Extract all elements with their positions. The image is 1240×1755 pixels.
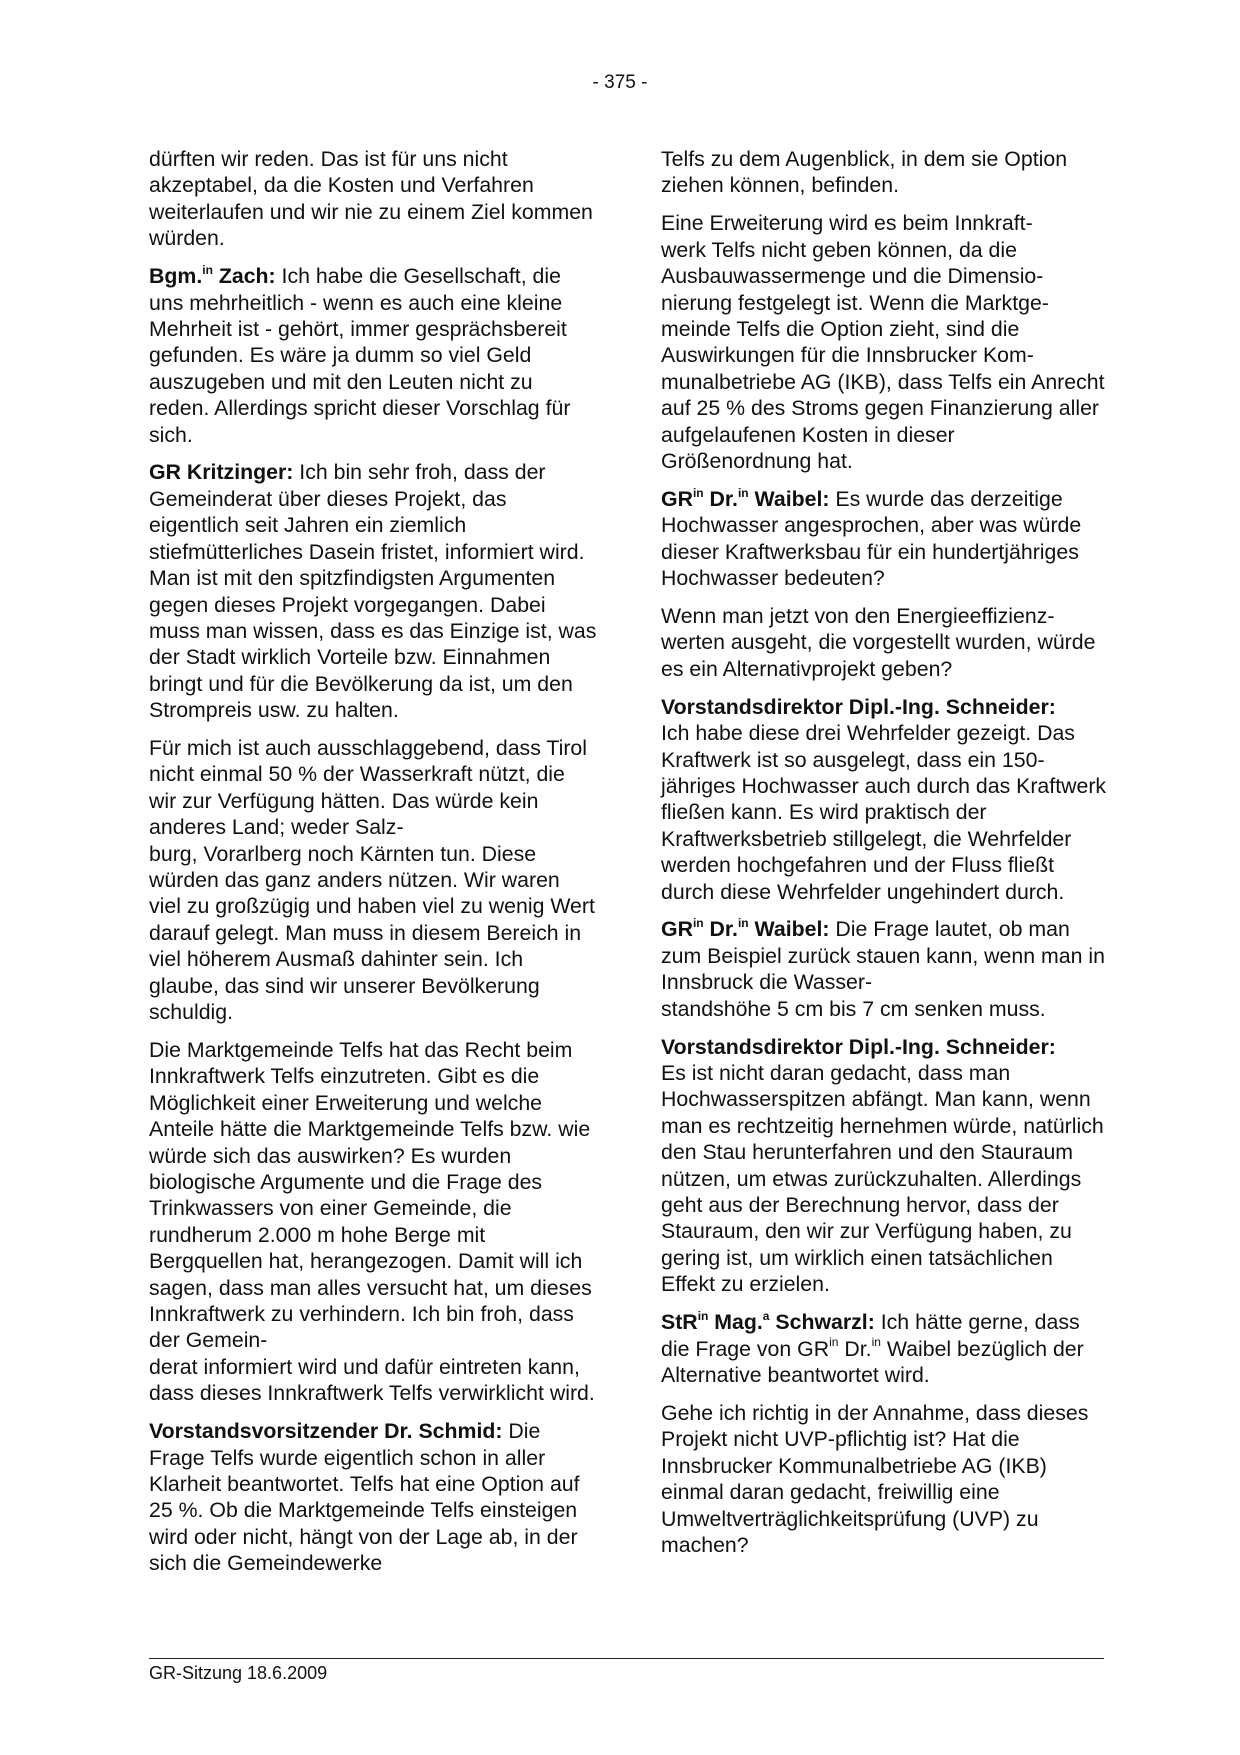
paragraph-text: Gehe ich richtig in der Annahme, dass dieses Projekt nicht UVP-pflichtig ist? Hat die Innsbrucker Kommunalbetriebe AG (IKB) einmal daran gedacht, freiwillig eine Umweltverträglichkeitsprüfung (UVP) zu machen?	[661, 1400, 1089, 1557]
speaker-name: Vorstandsdirektor Dipl.-Ing. Schneider:	[661, 1034, 1056, 1059]
paragraph	[661, 603, 1109, 682]
paragraph-text: Ich habe diese drei Wehrfelder gezeigt. Das Kraftwerk ist so ausgelegt, dass ein 150-jähriges Hochwasser auch durch das Kraftwerk fließen kann. Es wird praktisch der Kraftwerksbetrieb stillgelegt, die Wehrfelder werden hochgefahren und der Fluss fließt durch diese Wehrfelder ungehindert durch.	[661, 721, 1107, 904]
speaker-name: $GR^{in}$ Dr.$^{in}$ Waibel:	[661, 916, 830, 942]
speaker-name: StR$^{in}$ Mag.$^a$ Schwarzl:	[661, 1309, 875, 1335]
paragraph-text: dürften wir reden. Das ist für uns nicht akzeptabel, da die Kosten und Verfahren weiterlaufen und wir nie zu einem Ziel kommen würden.	[149, 147, 593, 251]
paragraph	[661, 916, 1109, 1022]
speaker-name: GR Kritzinger:	[149, 460, 294, 485]
paragraph	[149, 263, 597, 448]
paragraph	[149, 1418, 597, 1576]
paragraph	[661, 1309, 1109, 1388]
paragraph	[661, 486, 1109, 592]
page-number: - 375 -	[592, 72, 648, 93]
paragraph-text: Telfs zu dem Augenblick, in dem sie Option ziehen können, befinden.	[661, 147, 1068, 198]
paragraph	[149, 146, 597, 252]
paragraph	[661, 210, 1109, 474]
paragraph	[661, 1400, 1109, 1558]
footer-divider	[149, 1658, 1104, 1659]
paragraph-text: Für mich ist auch ausschlaggebend, dass Tirol nicht einmal 50 % der Wasserkraft nützt, die wir zur Verfügung hätten. Das würde kein anderes Land; weder Salz- burg, Vorarlberg noch Kärnten tun. Diese würden das ganz anders nützen. Wir waren viel zu großzügig und haben viel zu wenig Wert darauf gelegt. Man muss in diesem Bereich in viel höherem Ausmaß dahinter sein. Ich glaube, das sind wir unserer Bevölkerung schuldig.	[149, 736, 595, 1025]
paragraph-text: Wenn man jetzt von den Energieeffizienz- werten ausgeht, die vorgestellt wurden, würde es ein Alternativprojekt geben?	[661, 604, 1096, 681]
right-column	[661, 146, 1109, 1570]
paragraph	[661, 694, 1109, 905]
paragraph-text: Es wurde das derzeitige Hochwasser angesprochen, aber was würde dieser Kraftwerksbau für ein hundertjähriges Hochwasser bedeuten?	[661, 486, 1082, 591]
paragraph-text: Die Frage Telfs wurde eigentlich schon in aller Klarheit beantwortet. Telfs hat eine Option auf 25 %. Ob die Marktgemeinde Telfs einsteigen wird oder nicht, hängt von der Lage ab, in der sich die Gemeindewerke	[149, 1419, 580, 1576]
paragraph-text: Ich bin sehr froh, dass der Gemeinderat über dieses Projekt, das eigentlich seit Jahren ein ziemlich stiefmütterliches Dasein fristet, informiert wird. Man ist mit den spitzfindigsten Argumenten gegen dieses Projekt vorgegangen. Dabei muss man wissen, dass es das Einzige ist, was der Stadt wirklich Vorteile bzw. Einnahmen bringt und für die Bevölkerung da ist, um den Strompreis usw. zu halten.	[149, 460, 597, 723]
speaker-name: Vorstandsdirektor Dipl.-Ing. Schneider:	[661, 694, 1056, 719]
left-column	[149, 146, 597, 1588]
paragraph-text: Ich hätte gerne, dass die Frage von $GR^{in}$ Dr.$^{in}$ Waibel bezüglich der Alternative beantwortet wird.	[661, 1310, 1084, 1387]
footer-session-date: GR-Sitzung 18.6.2009	[149, 1663, 328, 1683]
paragraph-text: Eine Erweiterung wird es beim Innkraft- werk Telfs nicht geben können, da die Ausbauwassermenge und die Dimensio- nierung festgelegt ist. Wenn die Marktge- meinde Telfs die Option zieht, sind die Auswirkungen für die Innsbrucker Kom- munalbetriebe AG (IKB), dass Telfs ein Anrecht auf 25 % des Stroms gegen Finanzierung aller aufgelaufenen Kosten in dieser Größenordnung hat.	[661, 211, 1105, 473]
speaker-name: Vorstandsvorsitzender Dr. Schmid:	[149, 1419, 503, 1444]
paragraph-text: Die Marktgemeinde Telfs hat das Recht beim Innkraftwerk Telfs einzutreten. Gibt es die Möglichkeit einer Erweiterung und welche Anteile hätte die Marktgemeinde Telfs bzw. wie würde sich das auswirken? Es wurden biologische Argumente und die Frage des Trinkwassers von einer Gemeinde, die rundherum 2.000 m hohe Berge mit Bergquellen hat, herangezogen. Damit will ich sagen, dass man alles versucht hat, um dieses Innkraftwerk zu verhindern. Ich bin froh, dass der Gemein- derat informiert wird und dafür eintreten kann, dass dieses Innkraftwerk Telfs verwirklicht wird.	[149, 1038, 595, 1406]
paragraph	[149, 459, 597, 723]
paragraph-text: Die Frage lautet, ob man zum Beispiel zurück stauen kann, wenn man in Innsbruck die Wasser- standshöhe 5 cm bis 7 cm senken muss.	[661, 917, 1105, 1021]
paragraph-text: Ich habe die Gesellschaft, die uns mehrheitlich - wenn es auch eine kleine Mehrheit ist - gehört, immer gesprächsbereit gefunden. Es wäre ja dumm so viel Geld auszugeben und mit den Leuten nicht zu reden. Allerdings spricht dieser Vorschlag für sich.	[149, 264, 571, 447]
paragraph	[149, 1037, 597, 1407]
paragraph-text: Es ist nicht daran gedacht, dass man Hochwasserspitzen abfängt. Man kann, wenn man es rechtzeitig hernehmen würde, natürlich den Stau herunterfahren und den Stauraum nützen, um etwas zurückzuhalten. Allerdings geht aus der Berechnung hervor, dass der Stauraum, den wir zur Verfügung haben, zu gering ist, um wirklich einen tatsächlichen Effekt zu erzielen.	[661, 1061, 1104, 1297]
paragraph	[661, 1034, 1109, 1298]
paragraph	[661, 146, 1109, 199]
speaker-name: $GR^{in}$ Dr.$^{in}$ Waibel:	[661, 485, 830, 511]
paragraph	[149, 735, 597, 1025]
speaker-name: Bgm.$^{in}$ Zach:	[149, 263, 276, 289]
